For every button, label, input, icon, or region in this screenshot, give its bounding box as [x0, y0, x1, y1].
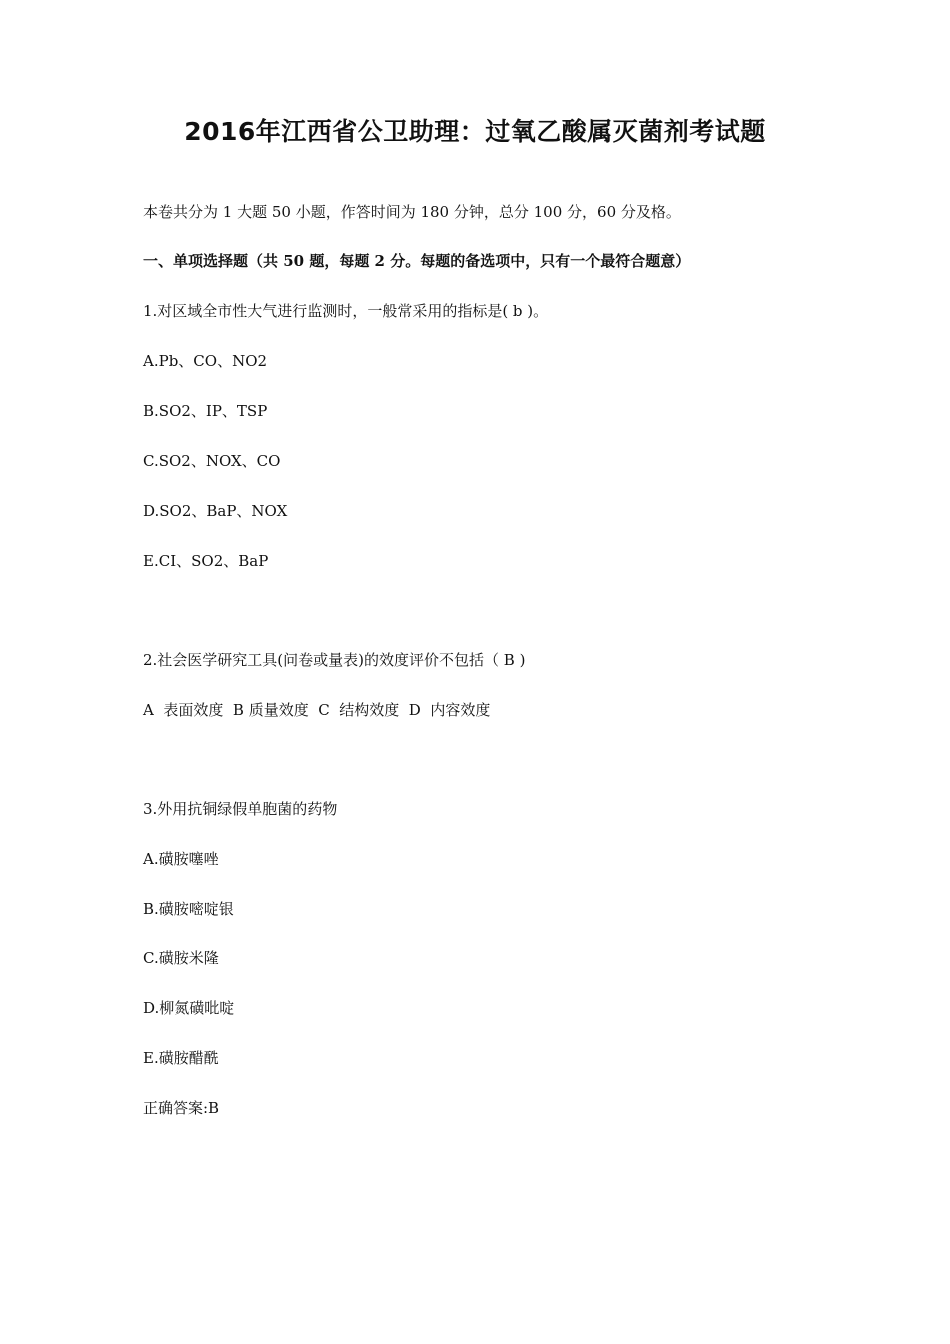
- question-1-option-b: B.SO2、IP、TSP: [143, 402, 268, 420]
- question-1-option-e: E.CI、SO2、BaP: [143, 552, 269, 570]
- question-1-option-a: A.Pb、CO、NO2: [143, 352, 268, 370]
- question-3-option-b: B.磺胺嘧啶银: [143, 900, 234, 918]
- question-3-answer: 正确答案:B: [143, 1099, 220, 1117]
- question-3-option-c: C.磺胺米隆: [143, 949, 219, 967]
- question-1-option-c: C.SO2、NOX、CO: [143, 452, 281, 470]
- question-1-stem: 1.对区域全市性大气进行监测时，一般常采用的指标是( b )。: [143, 302, 549, 320]
- question-1-option-d: D.SO2、BaP、NOX: [143, 502, 288, 520]
- section-heading: 一、单项选择题（共 50 题，每题 2 分。每题的备选项中，只有一个最符合题意）: [143, 252, 691, 270]
- question-2-options: A 表面效度 B 质量效度 C 结构效度 D 内容效度: [143, 701, 491, 719]
- question-3-option-a: A.磺胺噻唑: [143, 850, 219, 868]
- exam-intro: 本卷共分为 1 大题 50 小题，作答时间为 180 分钟，总分 100 分，60 分及格。: [143, 203, 681, 221]
- question-3-stem: 3.外用抗铜绿假单胞菌的药物: [143, 800, 338, 818]
- question-2-stem: 2.社会医学研究工具(问卷或量表)的效度评价不包括（ B ): [143, 651, 526, 669]
- document-title: 2016年江西省公卫助理：过氧乙酸属灭菌剂考试题: [184, 117, 766, 146]
- question-3-option-d: D.柳氮磺吡啶: [143, 999, 235, 1017]
- question-3-option-e: E.磺胺醋酰: [143, 1049, 219, 1067]
